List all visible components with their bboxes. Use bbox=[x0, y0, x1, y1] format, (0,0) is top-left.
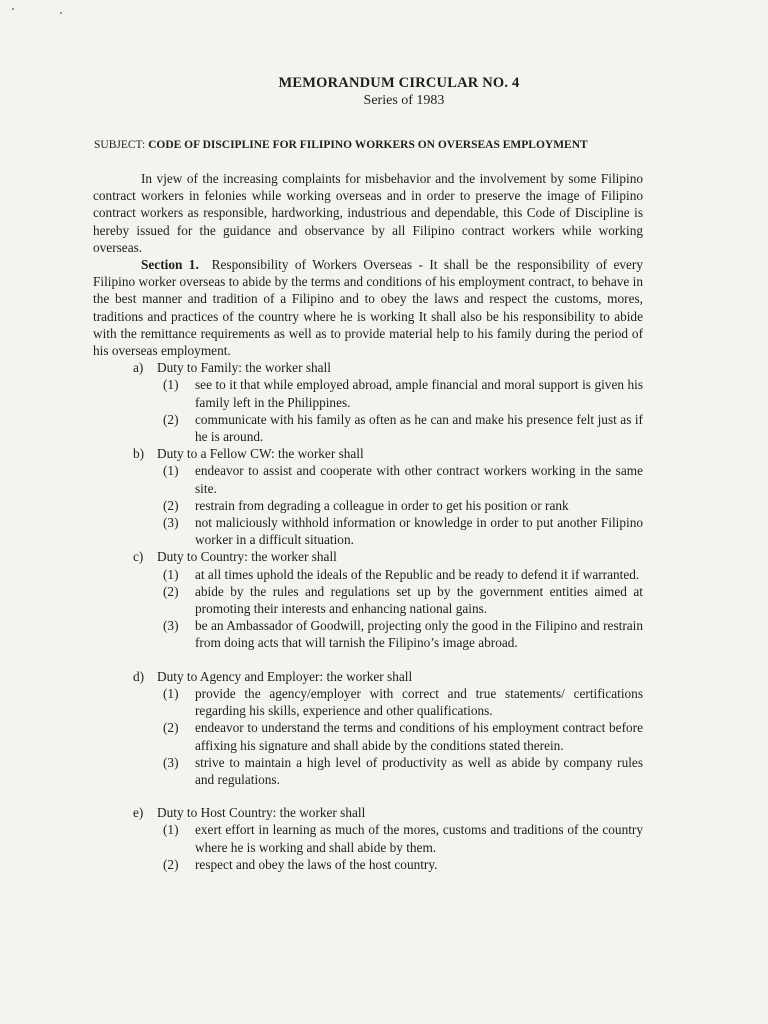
scan-speck bbox=[60, 12, 62, 14]
duty-label: d) bbox=[133, 668, 145, 684]
item-text: communicate with his family as often as he can and make his presence felt just as if he is around. bbox=[195, 411, 643, 445]
item-text: exert effort in learning as much of the mores, customs and traditions of the country where he is working and shall abide by them. bbox=[195, 822, 643, 855]
duty-label: c) bbox=[133, 549, 144, 565]
duty-heading: Duty to Agency and Employer: the worker shall bbox=[157, 668, 413, 684]
memo-title: MEMORANDUM CIRCULAR NO. 4 bbox=[278, 75, 520, 91]
item-number: (1) bbox=[163, 822, 179, 838]
duty-country bbox=[133, 548, 643, 651]
item-text: abide by the rules and regulations set up by the government entities aimed at promoting their interests and enhancing national gains. bbox=[195, 583, 643, 617]
item-text: endeavor to assist and cooperate with other contract workers working in the same site. bbox=[195, 463, 643, 496]
memo-body bbox=[93, 170, 643, 873]
duty-label: b) bbox=[133, 446, 145, 462]
list-item bbox=[163, 376, 643, 410]
section-1-heading: Section 1. bbox=[141, 257, 199, 273]
memo-series: Series of 1983 bbox=[363, 93, 445, 108]
subject-text: CODE OF DISCIPLINE FOR FILIPINO WORKERS ON OVERSEAS EMPLOYMENT bbox=[148, 139, 588, 151]
item-number: (2) bbox=[163, 720, 179, 736]
duty-items bbox=[163, 462, 643, 548]
duty-items bbox=[163, 566, 643, 652]
list-item bbox=[163, 462, 643, 496]
list-item bbox=[163, 617, 643, 651]
item-number: (1) bbox=[163, 566, 179, 582]
duty-family bbox=[133, 359, 643, 445]
section-1-text: Responsibility of Workers Overseas - It shall be the responsibility of every Filipino worker overseas to abide by the terms and conditions of his employment contract, to behave in the best manner and tradition of a Filipino and to obey the laws and respect the customs, mores, traditions and practices of the country where he is working It shall also be his responsibility to abide with the remittance requirements as well as to provide material help to his family during the period of his overseas employment. bbox=[93, 257, 643, 359]
list-item bbox=[163, 821, 643, 855]
item-number: (3) bbox=[163, 754, 179, 770]
list-item bbox=[163, 411, 643, 445]
item-text: not maliciously withhold information or knowledge in order to put another Filipino worker in a difficult situation. bbox=[195, 515, 643, 548]
item-number: (3) bbox=[163, 618, 179, 634]
section-1-paragraph bbox=[93, 256, 643, 359]
item-number: (2) bbox=[163, 583, 179, 599]
item-number: (2) bbox=[163, 856, 179, 872]
list-item bbox=[163, 719, 643, 753]
item-text: restrain from degrading a colleague in order to get his position or rank bbox=[195, 497, 569, 513]
duty-heading: Duty to Family: the worker shall bbox=[157, 360, 331, 376]
list-item bbox=[163, 685, 643, 719]
duty-items bbox=[163, 685, 643, 788]
duty-heading: Duty to a Fellow CW: the worker shall bbox=[157, 446, 364, 462]
list-item bbox=[163, 514, 643, 548]
item-text: see to it that while employed abroad, ample financial and moral support is given his family left in the Philippines. bbox=[195, 377, 643, 410]
scan-speck bbox=[12, 8, 14, 10]
item-text: respect and obey the laws of the host country. bbox=[195, 856, 438, 872]
item-text: provide the agency/employer with correct and true statements/ certifications regarding his skills, experience and other qualifications. bbox=[195, 685, 643, 719]
spacer bbox=[93, 652, 643, 668]
spacer bbox=[93, 788, 643, 804]
duty-heading: Duty to Country: the worker shall bbox=[157, 549, 337, 565]
subject-label: SUBJECT: bbox=[94, 139, 146, 151]
duty-fellow-cw bbox=[133, 445, 643, 548]
duty-label: a) bbox=[133, 360, 144, 376]
list-item bbox=[163, 566, 643, 583]
duty-items bbox=[163, 821, 643, 873]
list-item bbox=[163, 754, 643, 788]
list-item bbox=[163, 497, 643, 514]
duty-items bbox=[163, 376, 643, 445]
subject-line bbox=[94, 138, 654, 152]
duty-host-country bbox=[133, 804, 643, 873]
item-number: (2) bbox=[163, 497, 179, 513]
duty-agency-employer bbox=[133, 668, 643, 788]
item-text: be an Ambassador of Goodwill, projecting only the good in the Filipino and restrain from doing acts that will tarnish the Filipino’s image abroad. bbox=[195, 618, 643, 651]
item-text: strive to maintain a high level of productivity as well as abide by company rules and regulations. bbox=[195, 754, 643, 787]
list-item bbox=[163, 856, 643, 873]
item-number: (1) bbox=[163, 685, 179, 701]
item-number: (2) bbox=[163, 411, 179, 427]
item-text: endeavor to understand the terms and conditions of his employment contract before affixing his signature and shall abide by the conditions stated therein. bbox=[195, 720, 643, 753]
list-item bbox=[163, 583, 643, 617]
item-number: (1) bbox=[163, 463, 179, 479]
duty-heading: Duty to Host Country: the worker shall bbox=[157, 805, 366, 821]
title-block bbox=[0, 74, 768, 110]
item-number: (3) bbox=[163, 515, 179, 531]
intro-paragraph: In vjew of the increasing complaints for misbehavior and the involvement by some Filipino contract workers in felonies while working overseas and in order to preserve the image of Filipino contract workers as responsible, hardworking, industrious and dependable, this Code of Discipline is hereby issued for the guidance and observance by all Filipino contract workers while working overseas. bbox=[93, 171, 643, 255]
item-number: (1) bbox=[163, 377, 179, 393]
item-text: at all times uphold the ideals of the Republic and be ready to defend it if warranted. bbox=[195, 566, 640, 582]
duty-label: e) bbox=[133, 805, 144, 821]
